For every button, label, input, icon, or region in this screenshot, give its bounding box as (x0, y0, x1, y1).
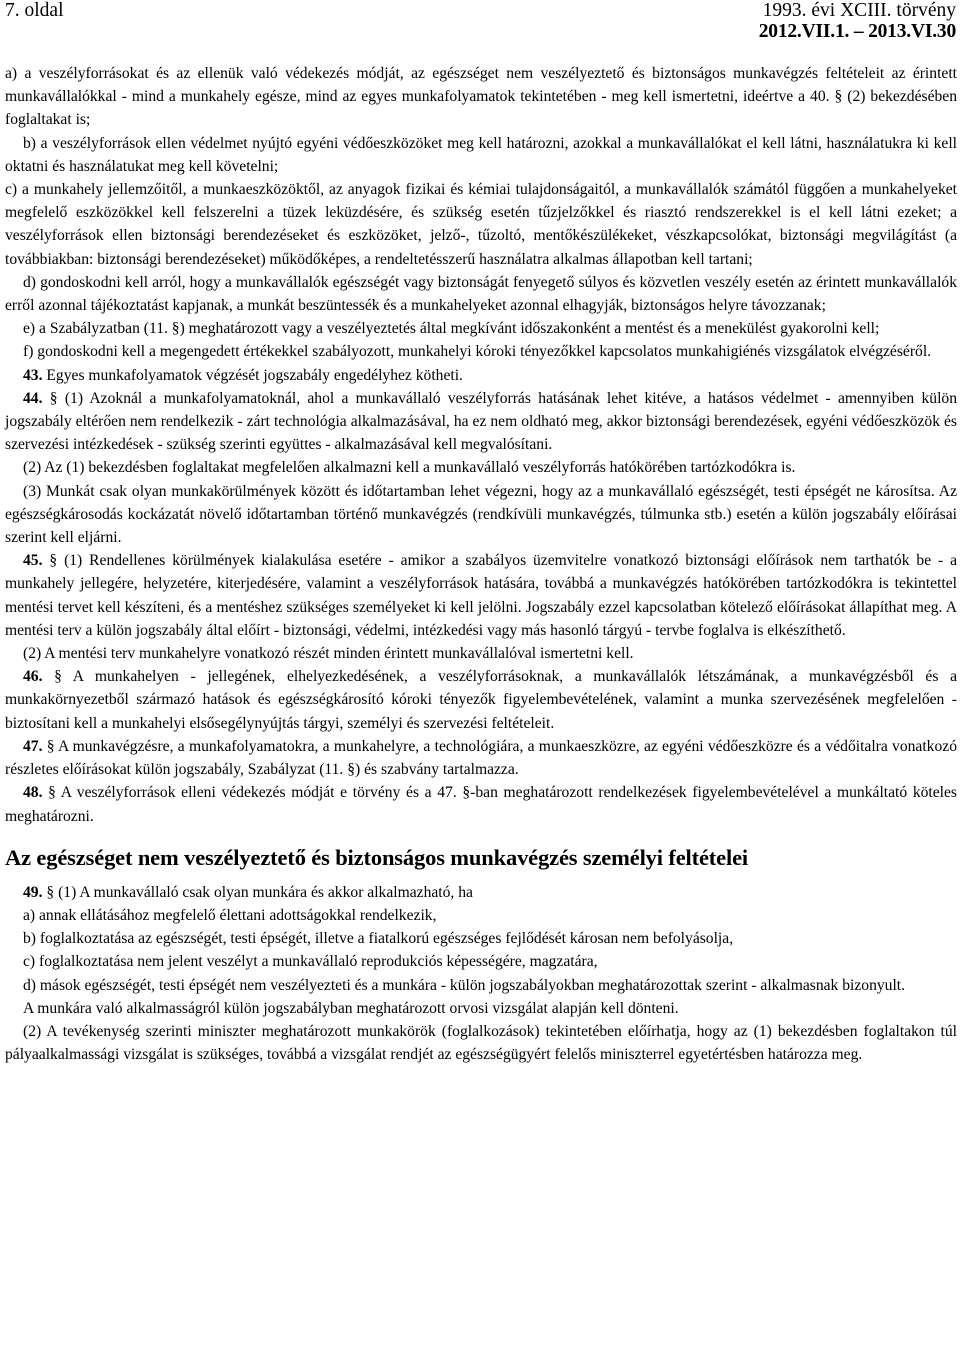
paragraph (5, 62, 957, 132)
paragraph (5, 665, 957, 735)
paragraph (5, 904, 957, 927)
paragraph-text: f) gondoskodni kell a megengedett értékekkel szabályozott, munkahelyi kóroki tényezőkkel kapcsolatos munkahigiénés vizsgálatok elvégzéséről. (23, 343, 932, 361)
paragraph-text: (2) A mentési terv munkahelyre vonatkozó részét minden érintett munkavállalóval ismertetni kell. (23, 645, 634, 663)
paragraph (5, 881, 957, 904)
paragraph-text: c) a munkahely jellemzőitől, a munkaeszközöktől, az anyagok fizikai és kémiai tulajdonságaitól, a munkavállalók számától függően a munkahelyeket megfelelő eszközökkel kell felszerelni a tüzek leküzdésére, és szükség esetén tűzjelzőkkel és riasztó rendszerekkel is el kell látni ezeket; a veszélyforrások ellen biztonsági berendezéseket és eszközöket, jelző-, tűzoltó, mentőkészülékeket, vészkapcsolókat, biztonsági megvilágítást (a továbbiakban: biztonsági berendezéseket) működőképes, a rendeltetésszerű használatra alkalmas állapotban kell tartani; (5, 181, 957, 268)
section-heading: Az egészséget nem veszélyeztető és biztonságos munkavégzés személyi feltételei (5, 844, 749, 870)
paragraph-block-1 (5, 62, 957, 828)
paragraph-text: e) a Szabályzatban (11. §) meghatározott vagy a veszélyeztetés által megkívánt időszakonként a mentést és a menekülést gyakorolni kell; (23, 320, 880, 338)
section-number: 44. (23, 389, 43, 407)
paragraph (5, 1020, 957, 1066)
paragraph-text: d) mások egészségét, testi épségét nem veszélyezteti és a munkára - külön jogszabályokban meghatározottak szerint - alkalmasnak bizonyult. (23, 976, 906, 994)
paragraph-text: b) foglalkoztatása az egészségét, testi épségét, illetve a fiatalkorú egészséges fejlődését károsan nem befolyásolja, (23, 930, 734, 948)
paragraph (5, 364, 957, 387)
paragraph (5, 642, 957, 665)
paragraph-text: d) gondoskodni kell arról, hogy a munkavállalók egészségét vagy biztonságát fenyegető súlyos és közvetlen veszély esetén az érintett munkavállalók erről azonnal tájékoztatást kapjanak, a munkát beszüntessék és a munkahelyeket azonnal elhagyják, biztonságos helyre távozzanak; (5, 273, 957, 315)
section-number: 47. (23, 737, 43, 755)
page-header (0, 0, 960, 48)
paragraph-text: § (1) A munkavállaló csak olyan munkára és akkor alkalmazható, ha (46, 883, 473, 901)
paragraph (5, 997, 957, 1020)
paragraph (5, 549, 957, 642)
paragraph (5, 480, 957, 550)
paragraph (5, 271, 957, 317)
paragraph-text: § (1) Azoknál a munkafolyamatoknál, ahol a munkavállaló veszélyforrás hatásának lehet kitéve, a hatásos védelmet - amennyiben külön jogszabály eltérően nem rendelkezik - zárt technológia alkalmazásával, ha ez nem oldható meg, akkor biztonsági berendezések, egyéni védőeszközök és szervezési intézkedések - szükség szerinti együttes - alkalmazásával kell megvalósítani. (5, 389, 957, 454)
paragraph-text: A munkára való alkalmasságról külön jogszabályban meghatározott orvosi vizsgálat alapján kell dönteni. (23, 999, 679, 1017)
header-law-info (759, 1, 956, 43)
paragraph-text: (3) Munkát csak olyan munkakörülmények között és időtartamban lehet végezni, hogy az a munkavállaló egészségét, testi épségét ne károsítsa. Az egészségkárosodás kockázatát növelő időtartamban történő munkavégzés (rendkívüli munkavégzés, túlmunka stb.) esetén a külön jogszabály előírásai szerint kell eljárni. (5, 482, 957, 547)
paragraph-text: § A veszélyforrások elleni védekezés módját e törvény és a 47. §-ban meghatározott rendelkezések figyelembevételével a munkáltató köteles meghatározni. (5, 784, 957, 825)
paragraph-text: Egyes munkafolyamatok végzését jogszabály engedélyhez kötheti. (46, 366, 463, 384)
paragraph-text: a) a veszélyforrásokat és az ellenük való védekezés módját, az egészséget nem veszélyeztető és biztonságos munkavégzés feltételeit az érintett munkavállalókkal - mind a munkahely egésze, mind az egyes munkafolyamatok tekintetében - meg kell ismertetni, ideértve a 40. § (2) bekezdésében foglaltakat is; (5, 65, 957, 129)
paragraph (5, 974, 957, 997)
document-body (5, 62, 957, 1066)
paragraph (5, 927, 957, 950)
paragraph (5, 132, 957, 178)
paragraph (5, 178, 957, 271)
section-number: 46. (23, 668, 43, 686)
section-number: 45. (23, 552, 43, 570)
law-title: 1993. évi XCIII. törvény (762, 0, 956, 21)
paragraph-text: c) foglalkoztatása nem jelent veszélyt a munkavállaló reprodukciós képességére, magzatára, (23, 953, 598, 971)
paragraph-text: § A munkahelyen - jellegének, elhelyezkedésének, a veszélyforrásoknak, a munkavállalók létszámának, a munkavégzésből és a munkakörnyezetből származó hatások és egészségkárosító kóroki tényezők figyelembevételének, valamint a munka szervezésének megfelelően - biztosítani kell a munkahelyi elsősegélynyújtás tárgyi, személyi és szervezési feltételeit. (5, 668, 957, 732)
paragraph (5, 340, 957, 363)
paragraph-text: a) annak ellátásához megfelelő élettani adottságokkal rendelkezik, (23, 906, 437, 924)
section-number: 43. (23, 366, 43, 384)
section-number: 48. (23, 784, 43, 802)
paragraph (5, 735, 957, 781)
paragraph (5, 781, 957, 827)
section-number: 49. (23, 883, 43, 901)
paragraph (5, 456, 957, 479)
paragraph (5, 317, 957, 340)
paragraph-text: (2) A tevékenység szerinti miniszter meghatározott munkakörök (foglalkozások) tekintetében előírhatja, hogy az (1) bekezdésben foglaltakon túl pályaalkalmassági vizsgálat is szükséges, továbbá a vizsgálat rendjét az egészségügyért felelős miniszterrel egyetértésben határozza meg. (5, 1022, 957, 1064)
paragraph (5, 950, 957, 973)
paragraph-text: § A munkavégzésre, a munkafolyamatokra, a munkahelyre, a technológiára, a munkaeszközre, az egyéni védőeszközre és a védőitalra vonatkozó részletes előírásokat külön jogszabály, Szabályzat (11. §) és szabvány tartalmazza. (5, 737, 957, 779)
paragraph (5, 387, 957, 457)
page-number: 7. oldal (5, 0, 64, 21)
paragraph-text: b) a veszélyforrások ellen védelmet nyújtó egyéni védőeszközöket meg kell határozni, azokkal a munkavállalókat el kell látni, használatukra ki kell oktatni és használatukat meg kell követelni; (5, 134, 957, 175)
paragraph-text: § (1) Rendellenes körülmények kialakulása esetére - amikor a szabályos üzemvitelre vonatkozó biztonsági előírások nem tarthatók be - a munkahely jellegére, helyzetére, kiterjedésére, valamint a veszélyforrások hatására, továbbá a munkavégzés hatókörében tartózkodókra is tekintettel mentési tervet kell készíteni, és a mentéshez szükséges személyeket ki kell jelölni. Jogszabály ezzel kapcsolatban kötelező előírásokat állapíthat meg. A mentési terv a külön jogszabály által előírt - biztonsági, védelmi, intézkedési vagy más hasonló tárgyú - tervbe foglalva is elkészíthető. (5, 552, 957, 639)
effective-dates: 2012.VII.1. – 2013.VI.30 (758, 21, 956, 42)
paragraph-block-2 (5, 881, 957, 1067)
paragraph-text: (2) Az (1) bekezdésben foglaltakat megfelelően alkalmazni kell a munkavállaló veszélyforrás hatókörében tartózkodókra is. (23, 459, 796, 477)
